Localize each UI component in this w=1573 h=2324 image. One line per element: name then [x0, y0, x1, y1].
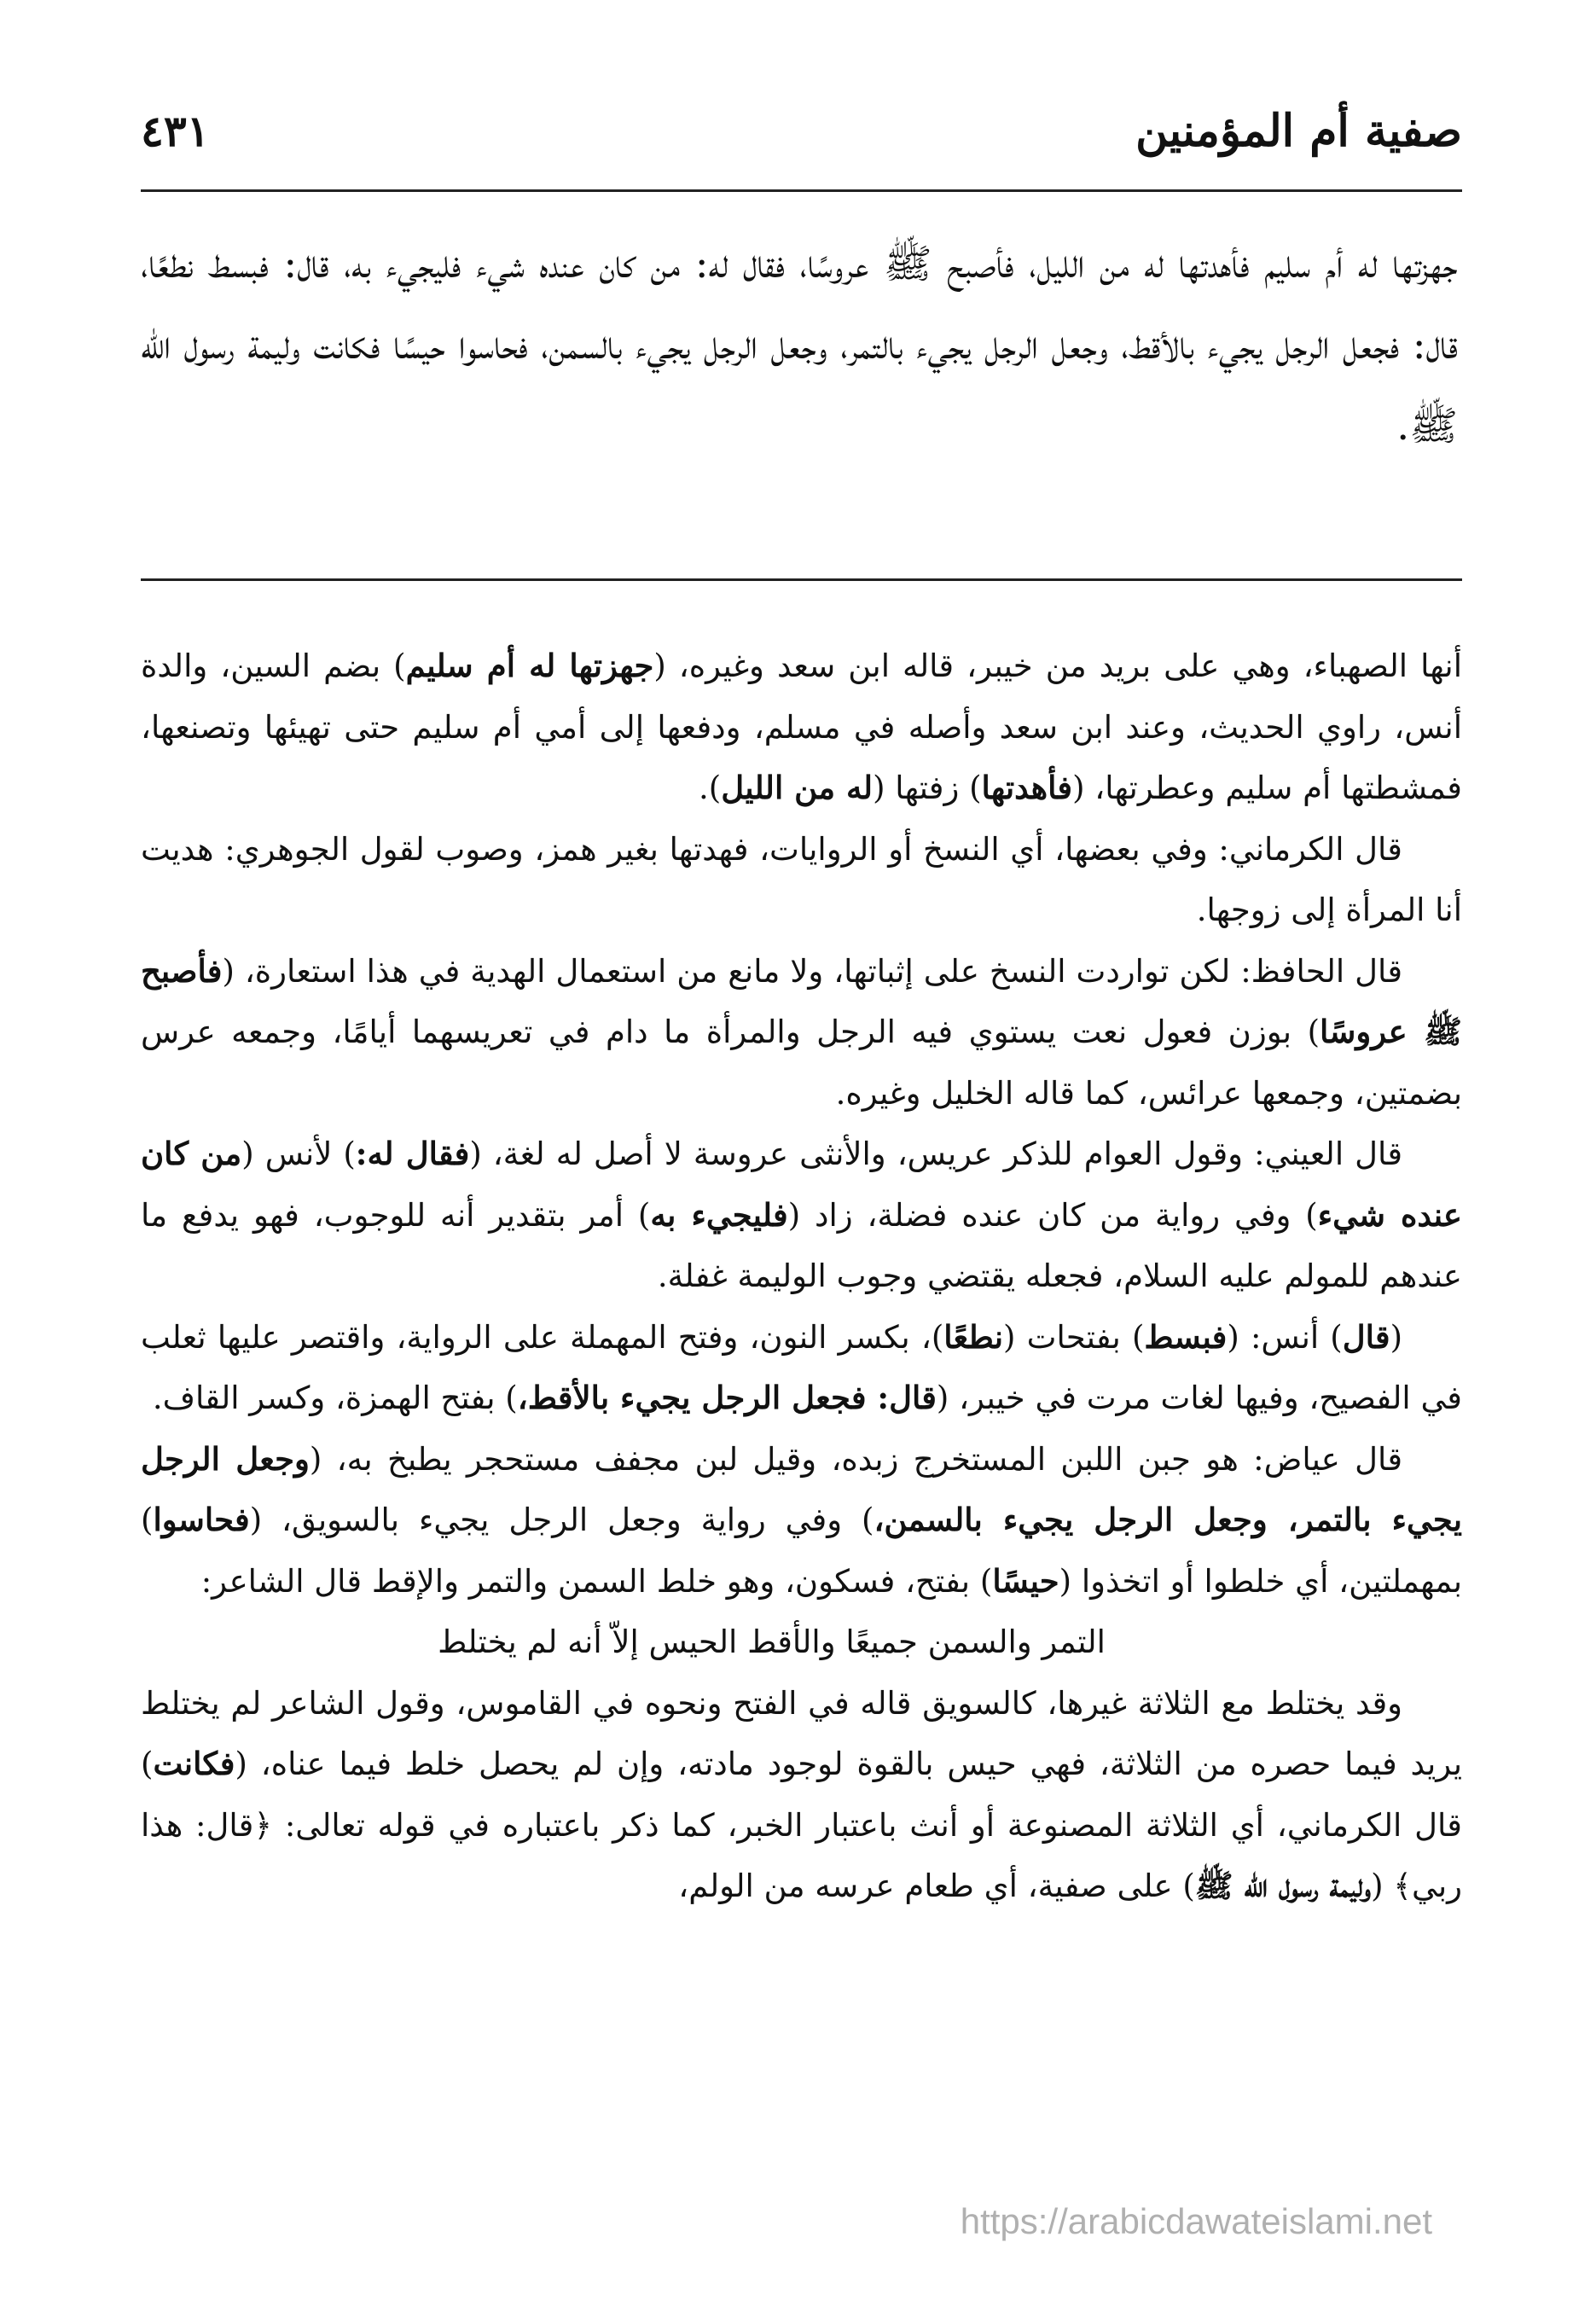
commentary-paragraph: قال العيني: وقول العوام للذكر عريس، والأنثى عروسة لا أصل له لغة، (فقال له:) لأنس (من كان عنده شيء) وفي رواية من كان عنده فضلة، زاد (فليجيء به) أمر بتقدير أنه للوجوب، فهو يدفع ما عندهم للمولم عليه السلام، فجعله يقتضي وجوب الوليمة غفلة. — [141, 1135, 1462, 1294]
commentary — [141, 636, 1462, 1917]
commentary-paragraph: قال الحافظ: لكن تواردت النسخ على إثباتها، ولا مانع من استعمال الهدية في هذا استعارة، (فأصبح ﷺ عروسًا) بوزن فعول نعت يستوي فيه الرجل والمرأة ما دام في تعريسهما أيامًا، وجمعه عرس بضمتين، وجمعها عرائس، كما قاله الخليل وغيره. — [141, 951, 1462, 1112]
watermark-url: https://arabicdawateislami.net — [960, 2201, 1432, 2241]
header-divider — [141, 189, 1462, 192]
poetry-verse: التمر والسمن جميعًا والأقط الحيس إلاّ أنه لم يختلط — [438, 1624, 1106, 1660]
commentary-paragraph: وقد يختلط مع الثلاثة غيرها، كالسويق قاله في الفتح ونحوه في القاموس، وقول الشاعر لم يختلط يريد فيما حصره من الثلاثة، فهي حيس بالقوة لوجود مادته، وإن لم يحصل خلط فيما عناه، (فكانت) قال الكرماني، أي الثلاثة المصنوعة أو أنث باعتبار الخبر، كما ذكر باعتباره في قوله تعالى: ﴿قال: هذا ربي﴾ (وليمة رسول الله ﷺ) على صفية، أي طعام عرسه من الولم، — [141, 1684, 1462, 1904]
hadith-text: جهزتها له أم سليم فأهدتها له من الليل، فأصبح ﷺ عروسًا، فقال له: من كان عنده شيء فليجيء به، قال: فبسط نطعًا، قال: فجعل الرجل يجيء بالأقط، وجعل الرجل يجيء بالتمر، وجعل الرجل يجيء بالسمن، فحاسوا حيسًا فكانت وليمة رسول الله ﷺ. — [141, 241, 1458, 450]
page-header — [141, 92, 1462, 169]
commentary-divider — [141, 578, 1462, 581]
commentary-paragraph: (قال) أنس: (فبسط) بفتحات (نطعًا)، بكسر النون، وفتح المهملة على الرواية، واقتصر عليها ثعلب في الفصيح، وفيها لغات مرت في خيبر، (قال: فجعل الرجل يجيء بالأقط،) بفتح الهمزة، وكسر القاف. — [141, 1317, 1462, 1416]
commentary-paragraph: أنها الصهباء، وهي على بريد من خيبر، قاله ابن سعد وغيره، (جهزتها له أم سليم) بضم السين، والدة أنس، راوي الحديث، وعند ابن سعد وأصله في مسلم، ودفعها إلى أمي أم سليم حتى تهيئها وتصنعها، فمشطتها أم سليم وعطرتها، (فأهدتها) زفتها (له من الليل). — [141, 647, 1463, 806]
chapter-title: صفية أم المؤمنين — [1135, 104, 1462, 157]
page-number: ٤٣١ — [141, 105, 210, 156]
commentary-paragraph: قال الكرماني: وفي بعضها، أي النسخ أو الروايات، فهدتها بغير همز، وصوب لقول الجوهري: هديت أنا المرأة إلى زوجها. — [141, 830, 1462, 928]
commentary-paragraph: قال عياض: هو جبن اللبن المستخرج زبده، وقيل لبن مجفف مستحجر يطبخ به، (وجعل الرجل يجيء بالتمر، وجعل الرجل يجيء بالسمن،) وفي رواية وجعل الرجل يجيء بالسويق، (فحاسوا) بمهملتين، أي خلطوا أو اتخذوا (حيسًا) بفتح، فسكون، وهو خلط السمن والتمر والإقط قال الشاعر: — [141, 1439, 1463, 1600]
